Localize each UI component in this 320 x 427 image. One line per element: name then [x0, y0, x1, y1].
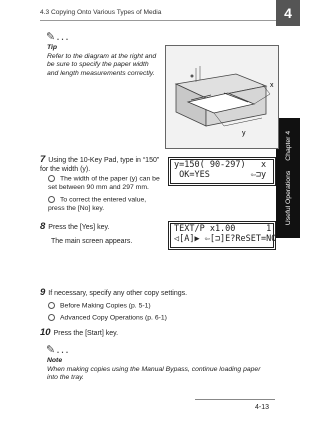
step-7-bullet-2: To correct the entered value, press the [No] key.: [48, 196, 147, 212]
bullet-circle-icon: [48, 314, 55, 321]
step-9-bullet-2: Advanced Copy Operations (p. 6-1): [48, 314, 248, 323]
paper-size-diagram: [165, 45, 279, 149]
header-rule: [40, 20, 276, 21]
bypass-tray-illustration: [166, 46, 278, 148]
note-label: Note: [47, 357, 63, 364]
page-number: 4-13: [255, 404, 270, 411]
chapter-side-tab: [276, 118, 300, 238]
memo-icon: ✎...: [46, 343, 70, 356]
bullet-circle-icon: [48, 302, 55, 309]
note-block: [47, 357, 262, 383]
tip-text: Refer to the diagram at the right and be sure to specify the paper width and length measurements correctly.: [47, 52, 157, 77]
tip-block: [47, 44, 159, 78]
step-7-number: 7: [40, 154, 46, 165]
side-tab-section: Useful Operations: [284, 170, 292, 226]
step-8-number: 8: [40, 221, 46, 232]
step-9-text: If necessary, specify any other copy settings.: [48, 290, 188, 297]
tip-label: Tip: [47, 44, 58, 51]
step-7-bullet-1: The width of the paper (y) can be set between 90 mm and 297 mm.: [48, 175, 160, 191]
chapter-number-badge: 4: [276, 0, 300, 26]
step-9-bullet-1: Before Making Copies (p. 5-1): [48, 302, 248, 311]
step-10-text: Press the [Start] key.: [53, 330, 119, 337]
step-9: [40, 288, 270, 298]
lcd-display-main: [170, 223, 277, 248]
step-7: [40, 155, 160, 174]
step-8: [40, 222, 170, 232]
bullet-circle-icon: [48, 196, 55, 203]
step-8-text: Press the [Yes] key.: [48, 224, 110, 231]
note-text: When making copies using the Manual Bypass, continue loading paper into the tray.: [47, 365, 261, 382]
lcd-display-width: [170, 159, 274, 184]
diagram-label-x: x: [270, 82, 274, 89]
step-10-number: 10: [40, 327, 51, 338]
footer-rule: [195, 399, 275, 400]
step-10: [40, 328, 270, 338]
lcd-line-1: TEXT/P x1.00 1: [174, 224, 272, 234]
step-7-text: Using the 10-Key Pad, type in “150” for the width (y).: [40, 157, 160, 173]
side-tab-chapter: Chapter 4: [284, 130, 292, 161]
diagram-label-y: y: [242, 130, 246, 137]
bullet-circle-icon: [48, 175, 55, 182]
step-9-number: 9: [40, 287, 46, 298]
lcd-line-2: ◁[A]▶ ⇦[⊐]E?ReSET=NO: [174, 234, 277, 244]
step-8-sub: The main screen appears.: [51, 238, 133, 245]
lcd-line-1: y=150( 90-297) x: [174, 160, 267, 170]
memo-icon: ✎...: [46, 30, 70, 43]
lcd-line-2: OK=YES ⇦⊐y: [174, 170, 267, 180]
section-header: 4.3 Copying Onto Various Types of Media: [40, 9, 162, 16]
